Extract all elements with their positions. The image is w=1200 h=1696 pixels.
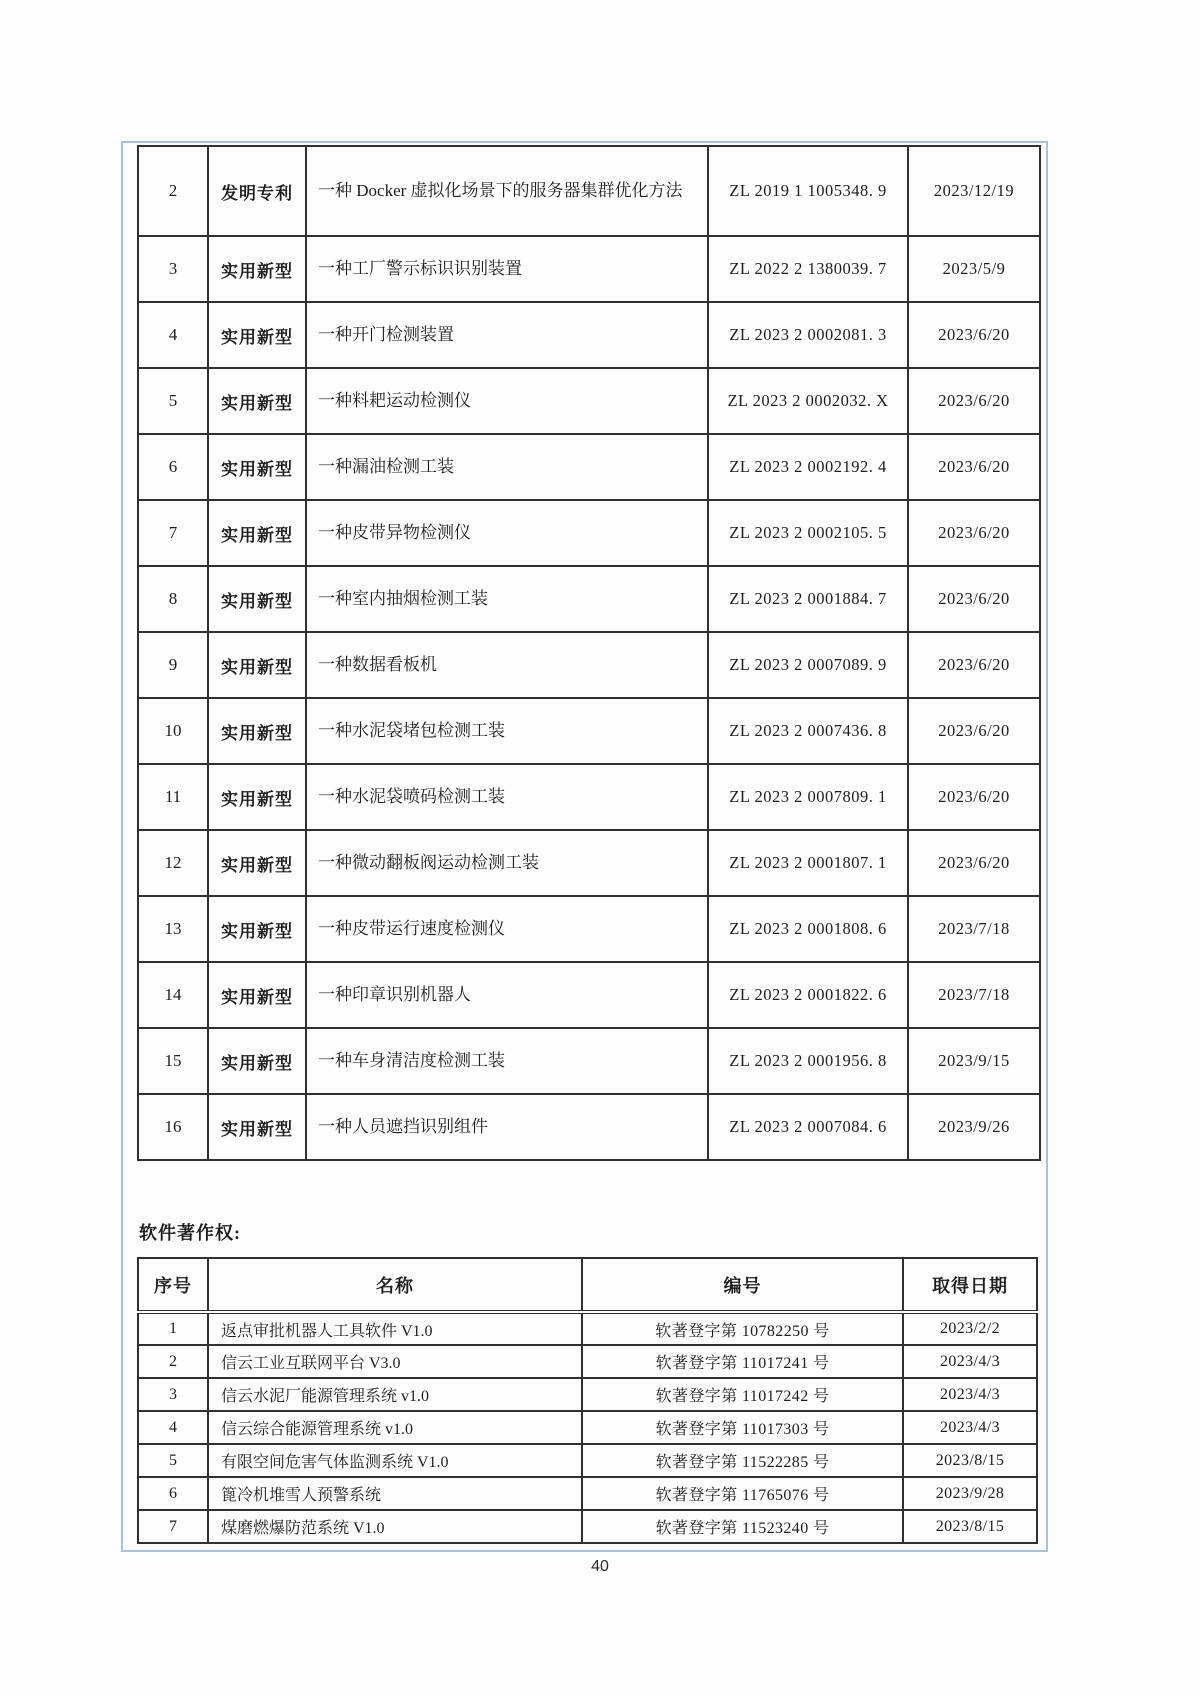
patent-number-cell: ZL 2023 2 0001884. 7 [708, 566, 908, 632]
patent-number-cell: ZL 2023 2 0007436. 8 [708, 698, 908, 764]
software-name-cell: 有限空间危害气体监测系统 V1.0 [208, 1444, 582, 1477]
patent-row [138, 434, 1040, 500]
patent-date-cell: 2023/6/20 [908, 566, 1040, 632]
patent-date-cell: 2023/6/20 [908, 764, 1040, 830]
patent-type-cell: 实用新型 [208, 236, 306, 302]
patent-type-cell: 实用新型 [208, 632, 306, 698]
patent-row [138, 566, 1040, 632]
patent-index-cell: 3 [138, 236, 208, 302]
patent-date-cell: 2023/6/20 [908, 632, 1040, 698]
software-name-cell: 信云工业互联网平台 V3.0 [208, 1345, 582, 1378]
patent-name-cell: 一种人员遮挡识别组件 [306, 1094, 708, 1160]
patent-date-cell: 2023/6/20 [908, 830, 1040, 896]
software-copyright-heading: 软件著作权: [139, 1223, 241, 1243]
patent-table [137, 145, 1041, 1161]
software-index-cell: 4 [138, 1411, 208, 1444]
patent-number-cell: ZL 2023 2 0002105. 5 [708, 500, 908, 566]
patent-row [138, 896, 1040, 962]
patent-type-cell: 实用新型 [208, 302, 306, 368]
patent-index-cell: 2 [138, 146, 208, 236]
patent-name-cell: 一种皮带异物检测仪 [306, 500, 708, 566]
patent-date-cell: 2023/9/26 [908, 1094, 1040, 1160]
software-reg-cell: 软著登字第 11017303 号 [582, 1411, 903, 1444]
software-row [138, 1477, 1037, 1510]
software-index-cell: 2 [138, 1345, 208, 1378]
patent-number-cell: ZL 2023 2 0002081. 3 [708, 302, 908, 368]
software-header-no: 序号 [138, 1258, 208, 1312]
patent-type-cell: 实用新型 [208, 566, 306, 632]
patent-date-cell: 2023/12/19 [908, 146, 1040, 236]
patent-type-cell: 实用新型 [208, 764, 306, 830]
patent-row [138, 302, 1040, 368]
patent-date-cell: 2023/5/9 [908, 236, 1040, 302]
patent-type-cell: 实用新型 [208, 434, 306, 500]
patent-date-cell: 2023/9/15 [908, 1028, 1040, 1094]
patent-index-cell: 15 [138, 1028, 208, 1094]
patent-name-cell: 一种漏油检测工装 [306, 434, 708, 500]
patent-row [138, 962, 1040, 1028]
patent-number-cell: ZL 2023 2 0002032. X [708, 368, 908, 434]
software-name-cell: 信云水泥厂能源管理系统 v1.0 [208, 1378, 582, 1411]
patent-index-cell: 10 [138, 698, 208, 764]
patent-index-cell: 5 [138, 368, 208, 434]
software-header-name: 名称 [208, 1258, 582, 1312]
software-reg-cell: 软著登字第 11017242 号 [582, 1378, 903, 1411]
patent-number-cell: ZL 2023 2 0007809. 1 [708, 764, 908, 830]
software-header-date: 取得日期 [903, 1258, 1037, 1312]
patent-type-cell: 实用新型 [208, 962, 306, 1028]
patent-row [138, 1094, 1040, 1160]
patent-name-cell: 一种车身清洁度检测工装 [306, 1028, 708, 1094]
software-table-header [138, 1258, 1037, 1312]
patent-date-cell: 2023/7/18 [908, 896, 1040, 962]
patent-row [138, 830, 1040, 896]
patent-index-cell: 9 [138, 632, 208, 698]
software-copyright-table [137, 1257, 1038, 1544]
page-number: 40 [591, 1558, 609, 1575]
software-reg-cell: 软著登字第 10782250 号 [582, 1312, 903, 1345]
software-reg-cell: 软著登字第 11765076 号 [582, 1477, 903, 1510]
software-index-cell: 1 [138, 1312, 208, 1345]
patent-index-cell: 11 [138, 764, 208, 830]
patent-type-cell: 实用新型 [208, 896, 306, 962]
software-header-reg: 编号 [582, 1258, 903, 1312]
patent-name-cell: 一种料耙运动检测仪 [306, 368, 708, 434]
content-frame [121, 141, 1048, 1552]
patent-index-cell: 14 [138, 962, 208, 1028]
patent-name-cell: 一种水泥袋堵包检测工装 [306, 698, 708, 764]
software-date-cell: 2023/2/2 [903, 1312, 1037, 1345]
patent-type-cell: 实用新型 [208, 830, 306, 896]
software-table-body [138, 1312, 1037, 1543]
patent-row [138, 146, 1040, 236]
software-date-cell: 2023/4/3 [903, 1378, 1037, 1411]
patent-number-cell: ZL 2023 2 0001956. 8 [708, 1028, 908, 1094]
patent-number-cell: ZL 2023 2 0001807. 1 [708, 830, 908, 896]
software-index-cell: 7 [138, 1510, 208, 1543]
patent-number-cell: ZL 2023 2 0001822. 6 [708, 962, 908, 1028]
patent-type-cell: 实用新型 [208, 698, 306, 764]
patent-index-cell: 6 [138, 434, 208, 500]
patent-name-cell: 一种微动翻板阀运动检测工装 [306, 830, 708, 896]
software-row [138, 1411, 1037, 1444]
software-name-cell: 信云综合能源管理系统 v1.0 [208, 1411, 582, 1444]
patent-type-cell: 实用新型 [208, 500, 306, 566]
patent-row [138, 236, 1040, 302]
patent-row [138, 368, 1040, 434]
patent-name-cell: 一种皮带运行速度检测仪 [306, 896, 708, 962]
patent-index-cell: 7 [138, 500, 208, 566]
patent-date-cell: 2023/6/20 [908, 698, 1040, 764]
patent-row [138, 764, 1040, 830]
software-name-cell: 篦冷机堆雪人预警系统 [208, 1477, 582, 1510]
software-date-cell: 2023/9/28 [903, 1477, 1037, 1510]
software-date-cell: 2023/8/15 [903, 1444, 1037, 1477]
software-row [138, 1444, 1037, 1477]
patent-name-cell: 一种水泥袋喷码检测工装 [306, 764, 708, 830]
patent-name-cell: 一种印章识别机器人 [306, 962, 708, 1028]
patent-row [138, 1028, 1040, 1094]
patent-number-cell: ZL 2022 2 1380039. 7 [708, 236, 908, 302]
software-reg-cell: 软著登字第 11017241 号 [582, 1345, 903, 1378]
software-row [138, 1378, 1037, 1411]
patent-type-cell: 实用新型 [208, 1094, 306, 1160]
patent-row [138, 500, 1040, 566]
software-reg-cell: 软著登字第 11523240 号 [582, 1510, 903, 1543]
patent-number-cell: ZL 2023 2 0007084. 6 [708, 1094, 908, 1160]
patent-date-cell: 2023/6/20 [908, 302, 1040, 368]
patent-number-cell: ZL 2023 2 0001808. 6 [708, 896, 908, 962]
patent-index-cell: 13 [138, 896, 208, 962]
software-date-cell: 2023/4/3 [903, 1411, 1037, 1444]
software-row [138, 1510, 1037, 1543]
patent-name-cell: 一种工厂警示标识识别装置 [306, 236, 708, 302]
patent-date-cell: 2023/7/18 [908, 962, 1040, 1028]
software-index-cell: 5 [138, 1444, 208, 1477]
software-index-cell: 6 [138, 1477, 208, 1510]
patent-name-cell: 一种数据看板机 [306, 632, 708, 698]
software-row [138, 1345, 1037, 1378]
patent-type-cell: 实用新型 [208, 368, 306, 434]
patent-date-cell: 2023/6/20 [908, 368, 1040, 434]
patent-number-cell: ZL 2023 2 0002192. 4 [708, 434, 908, 500]
software-date-cell: 2023/4/3 [903, 1345, 1037, 1378]
software-name-cell: 返点审批机器人工具软件 V1.0 [208, 1312, 582, 1345]
patent-name-cell: 一种开门检测装置 [306, 302, 708, 368]
software-date-cell: 2023/8/15 [903, 1510, 1037, 1543]
software-index-cell: 3 [138, 1378, 208, 1411]
software-header-row [138, 1258, 1037, 1312]
patent-name-cell: 一种室内抽烟检测工装 [306, 566, 708, 632]
patent-index-cell: 4 [138, 302, 208, 368]
software-row [138, 1312, 1037, 1345]
software-reg-cell: 软著登字第 11522285 号 [582, 1444, 903, 1477]
patent-number-cell: ZL 2019 1 1005348. 9 [708, 146, 908, 236]
patent-row [138, 698, 1040, 764]
patent-type-cell: 发明专利 [208, 146, 306, 236]
patent-table-body [138, 146, 1040, 1160]
patent-row [138, 632, 1040, 698]
patent-index-cell: 12 [138, 830, 208, 896]
patent-number-cell: ZL 2023 2 0007089. 9 [708, 632, 908, 698]
patent-name-cell: 一种 Docker 虚拟化场景下的服务器集群优化方法 [306, 146, 708, 236]
software-name-cell: 煤磨燃爆防范系统 V1.0 [208, 1510, 582, 1543]
patent-index-cell: 8 [138, 566, 208, 632]
patent-date-cell: 2023/6/20 [908, 434, 1040, 500]
patent-date-cell: 2023/6/20 [908, 500, 1040, 566]
patent-index-cell: 16 [138, 1094, 208, 1160]
patent-type-cell: 实用新型 [208, 1028, 306, 1094]
